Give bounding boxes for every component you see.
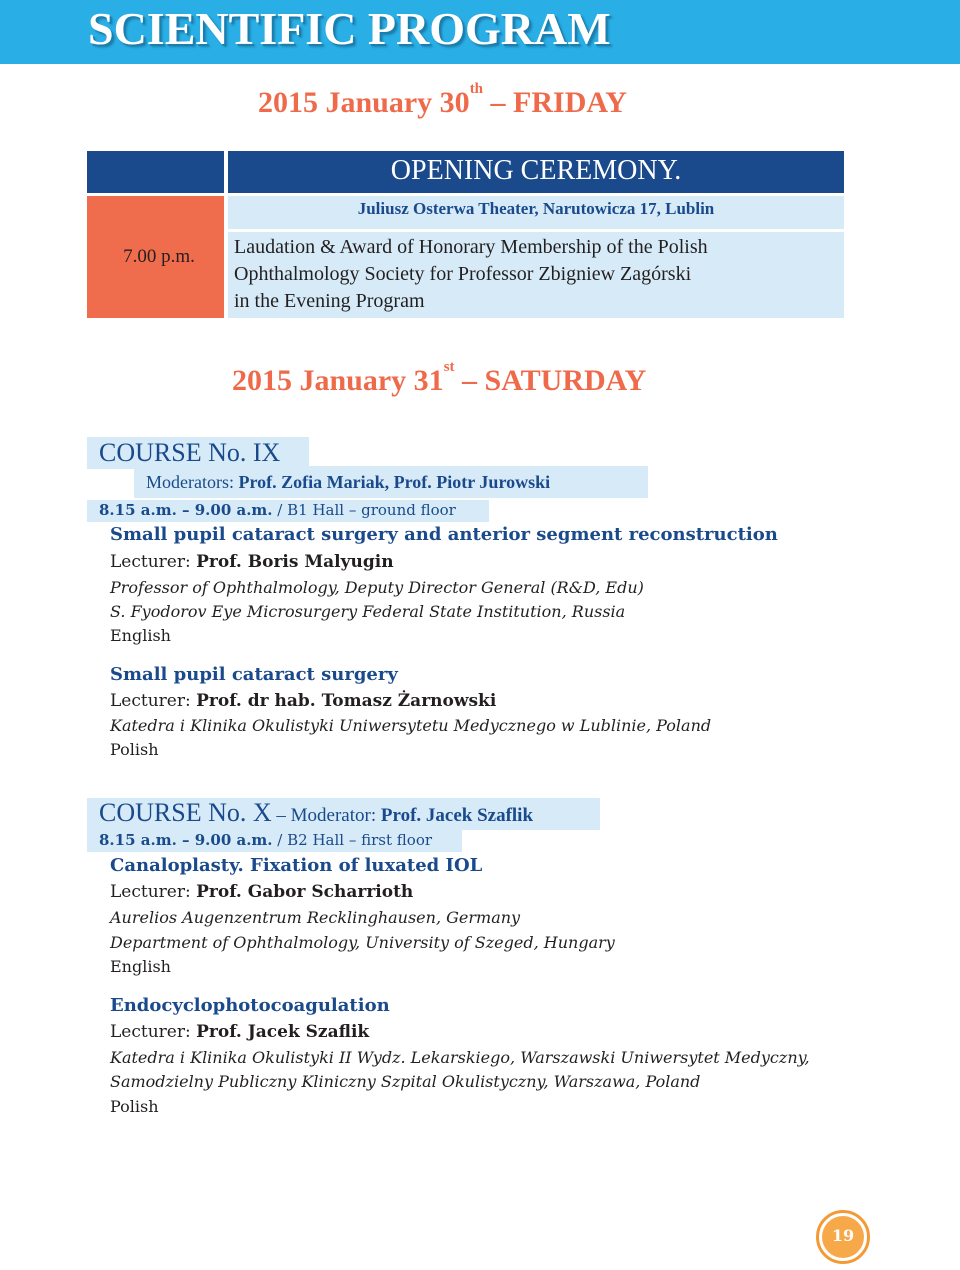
lecture-language: Polish <box>110 1097 159 1116</box>
course9-time-range: 8.15 a.m. – 9.00 a.m. <box>99 501 273 519</box>
saturday-day-heading <box>232 359 647 398</box>
course10-title-line <box>99 798 533 828</box>
course10-title: COURSE No. X <box>99 798 272 827</box>
saturday-day-suffix: – SATURDAY <box>454 364 647 397</box>
lecturer-affiliation: Katedra i Klinika Okulistyki Uniwersytetu Medycznego w Lublinie, Poland <box>110 716 712 735</box>
course9-moderators-label: Moderators: <box>146 472 239 492</box>
lecturer-label: Lecturer: <box>110 882 197 902</box>
course10-time-range: 8.15 a.m. – 9.00 a.m. <box>99 831 273 849</box>
friday-day-suffix: – FRIDAY <box>483 86 627 119</box>
page-number: 19 <box>831 1226 855 1245</box>
lecturer-affiliation: Katedra i Klinika Okulistyki II Wydz. Lekarskiego, Warszawski Uniwersytet Medyczny, <box>110 1048 810 1067</box>
saturday-day-sup: st <box>443 359 455 375</box>
lecturer-line <box>110 1022 369 1042</box>
friday-description-line: Ophthalmology Society for Professor Zbigniew Zagórski <box>234 263 692 285</box>
lecture-title: Small pupil cataract surgery <box>110 664 398 685</box>
friday-day-prefix: 2015 January 30 <box>258 86 470 119</box>
lecturer-line <box>110 882 413 902</box>
lecturer-line <box>110 552 394 572</box>
lecturer-affiliation: Department of Ophthalmology, University of Szeged, Hungary <box>110 933 615 952</box>
friday-description-line: in the Evening Program <box>234 290 425 312</box>
course9-title: COURSE No. IX <box>99 438 281 467</box>
lecturer-label: Lecturer: <box>110 1022 197 1042</box>
saturday-day-prefix: 2015 January 31 <box>232 364 444 397</box>
course10-moderator-label: – Moderator: <box>271 805 381 826</box>
lecture-language: Polish <box>110 740 159 759</box>
friday-venue: Juliusz Osterwa Theater, Narutowicza 17, Lublin <box>357 199 715 218</box>
page-title: SCIENTIFIC PROGRAM <box>88 3 611 54</box>
course10-moderator: Prof. Jacek Szaflik <box>380 805 534 826</box>
lecture-language: English <box>110 626 171 645</box>
lecturer-line <box>110 691 496 711</box>
lecture-title: Canaloplasty. Fixation of luxated IOL <box>110 855 483 876</box>
lecturer-label: Lecturer: <box>110 552 197 572</box>
lecture-language: English <box>110 957 171 976</box>
lecturer-name: Prof. Jacek Szaflik <box>196 1022 370 1042</box>
opening-ceremony-title: OPENING CEREMONY. <box>390 155 682 186</box>
lecturer-name: Prof. Gabor Scharrioth <box>196 882 414 902</box>
friday-time: 7.00 p.m. <box>123 246 195 267</box>
lecturer-name: Prof. Boris Malyugin <box>196 552 394 572</box>
lecturer-label: Lecturer: <box>110 691 197 711</box>
lecturer-affiliation: Samodzielny Publiczny Kliniczny Szpital Okulistyczny, Warszawa, Poland <box>110 1072 701 1091</box>
friday-header-left-cell <box>87 151 224 193</box>
lecture-title: Endocyclophotocoagulation <box>110 995 390 1016</box>
course10-location: / B2 Hall – first floor <box>272 831 433 849</box>
course9-moderators <box>146 472 550 493</box>
lecturer-affiliation: Professor of Ophthalmology, Deputy Director General (R&D, Edu) <box>110 578 644 597</box>
course9-moderators-names: Prof. Zofia Mariak, Prof. Piotr Jurowski <box>238 472 551 492</box>
lecturer-name: Prof. dr hab. Tomasz Żarnowski <box>196 691 497 711</box>
course9-time <box>99 501 456 519</box>
friday-description <box>234 234 834 315</box>
lecturer-affiliation: S. Fyodorov Eye Microsurgery Federal State Institution, Russia <box>110 602 626 621</box>
course9-location: / B1 Hall – ground floor <box>272 501 456 519</box>
course10-time <box>99 831 432 849</box>
lecture-title: Small pupil cataract surgery and anterior segment reconstruction <box>110 524 778 545</box>
lecturer-affiliation: Aurelios Augenzentrum Recklinghausen, Germany <box>110 908 521 927</box>
friday-day-heading <box>258 81 627 120</box>
friday-description-line: Laudation & Award of Honorary Membership of the Polish <box>234 236 708 258</box>
friday-day-sup: th <box>469 81 484 97</box>
